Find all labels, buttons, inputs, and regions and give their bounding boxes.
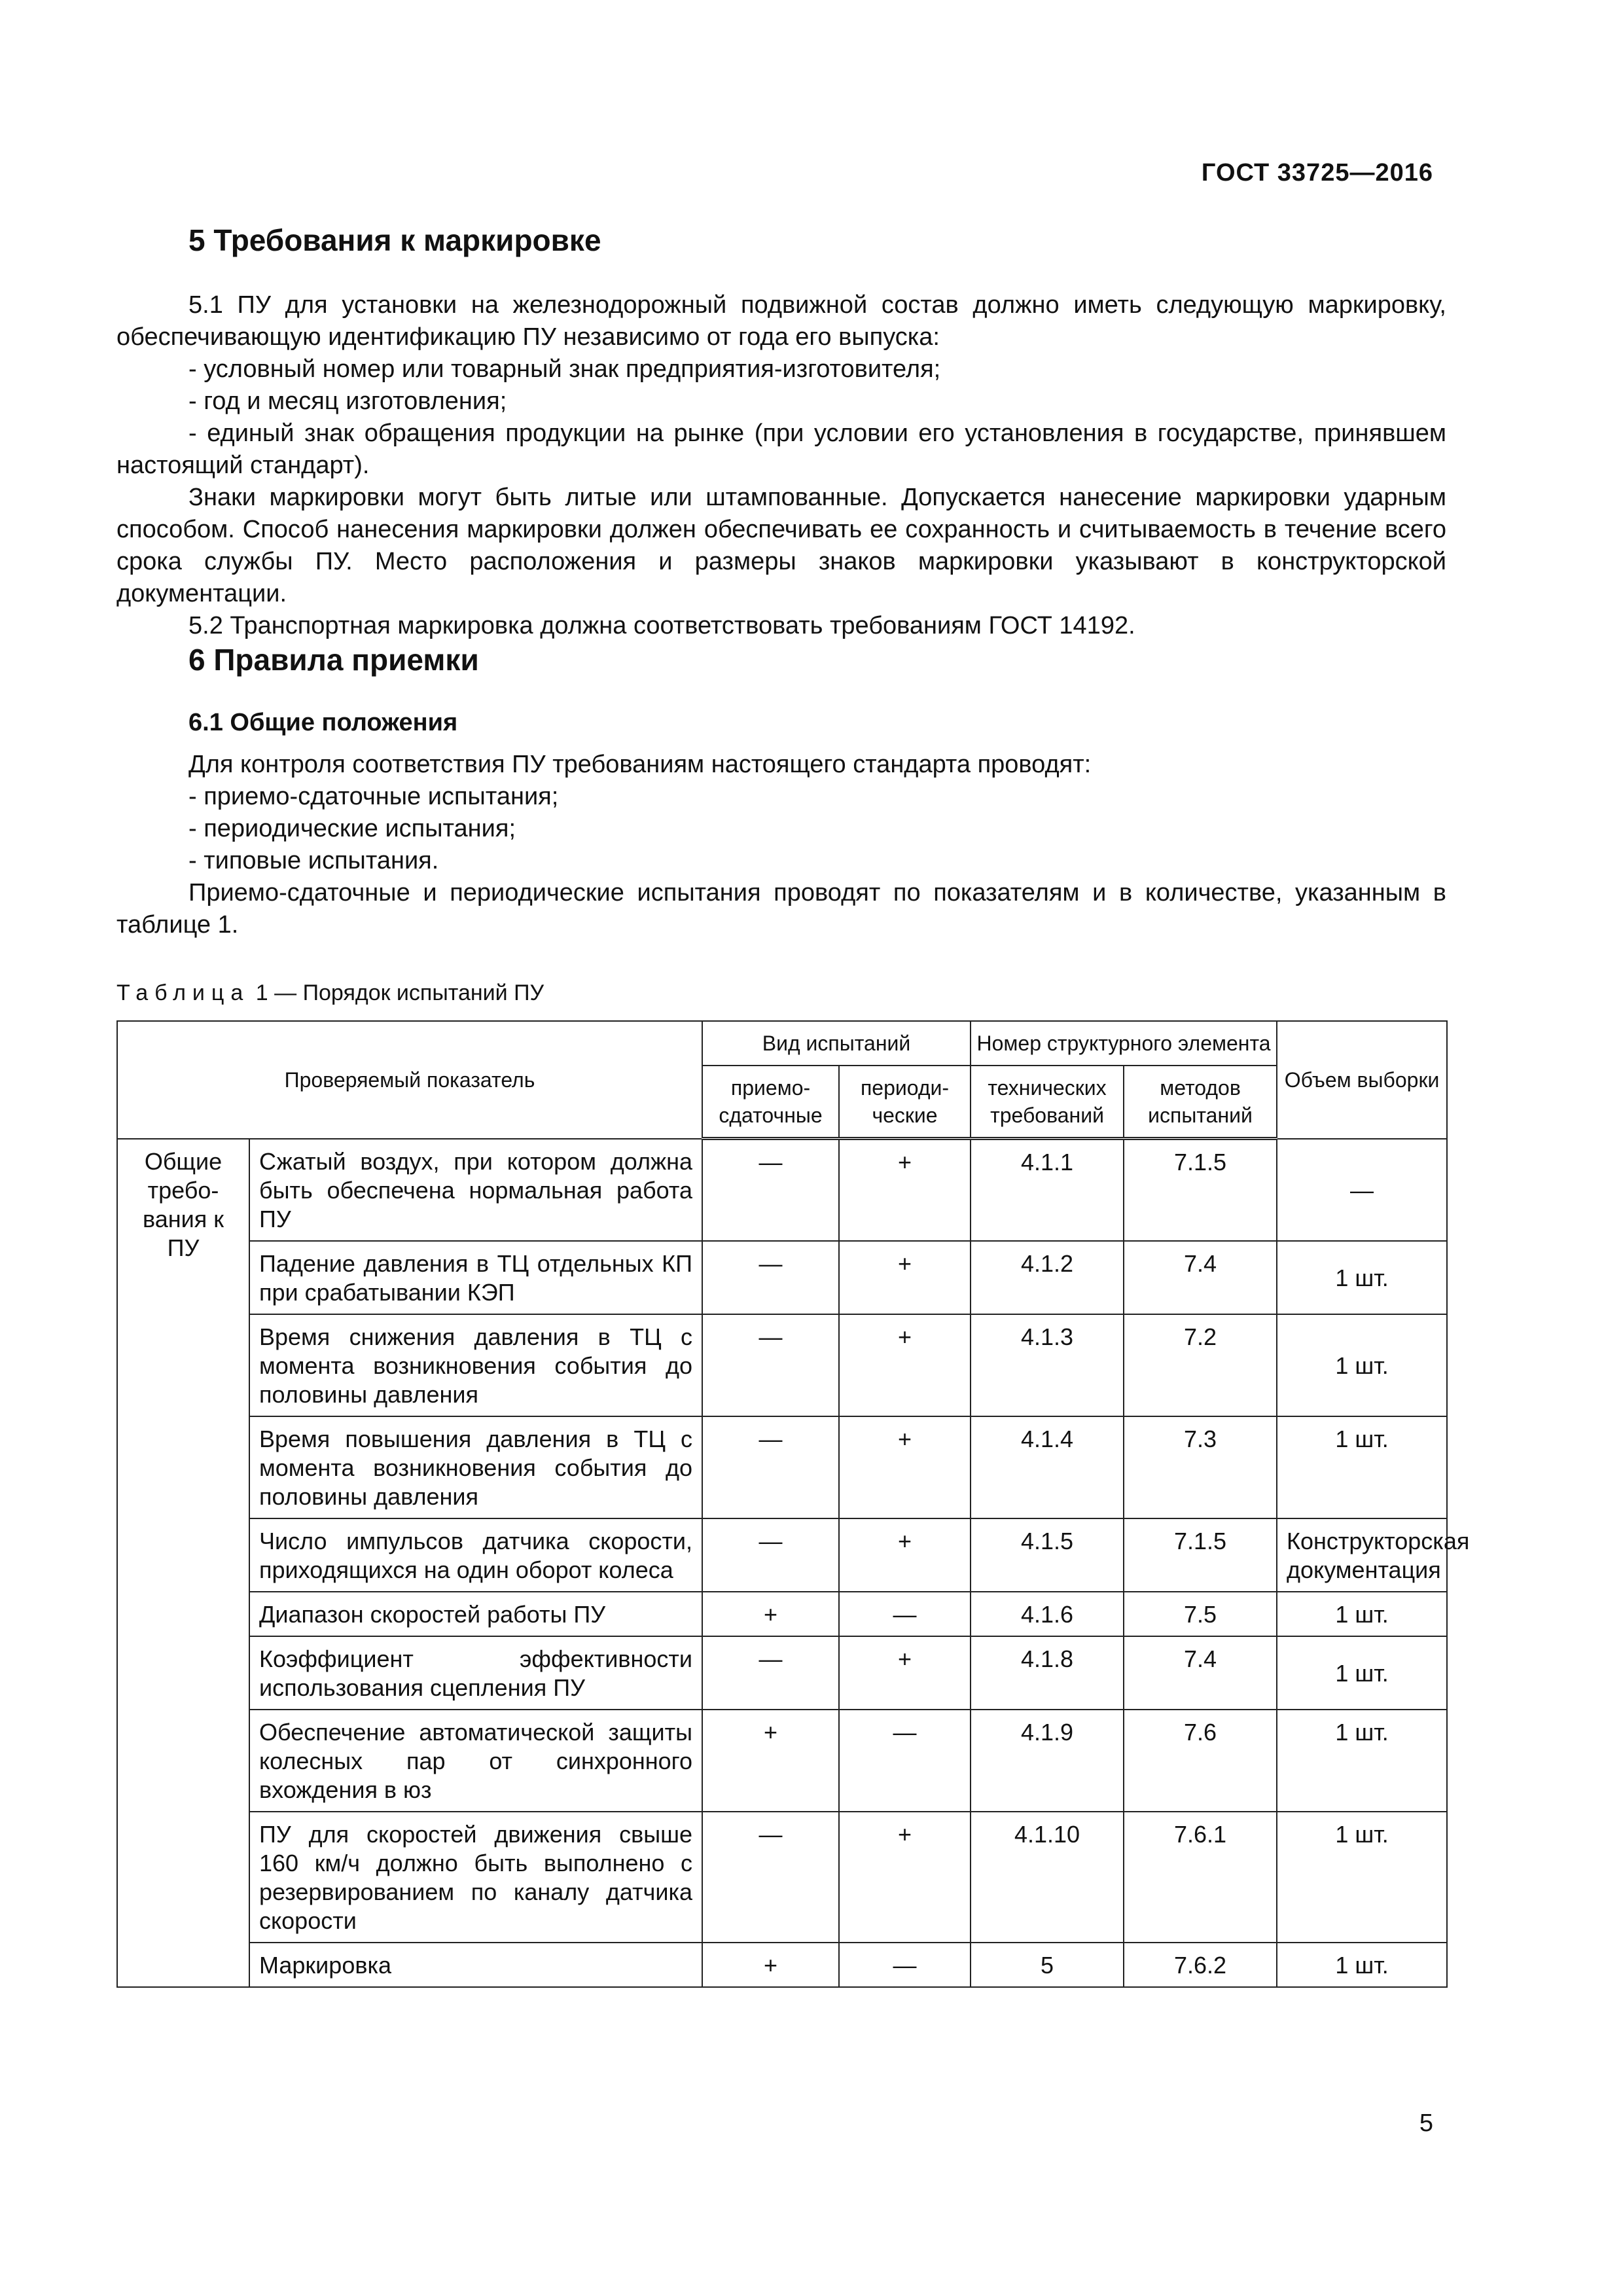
paragraph-marking-signs: Знаки маркировки могут быть литые или штампованные. Допускается нанесение маркировки ударным способом. Способ нанесения маркировки должен обеспечивать ее сохранность и считываемость в течение всего срока службы ПУ. Место расположения и размеры знаков маркировки указывают в конструкторской документации. [116, 484, 1446, 607]
row-sample: 1 шт. [1277, 1636, 1447, 1710]
row-tech-req: 4.1.2 [971, 1241, 1124, 1314]
row-tech-req: 4.1.5 [971, 1518, 1124, 1592]
row-name: Коэффициент эффективности использования сцепления ПУ [249, 1636, 702, 1710]
row-method: 7.4 [1124, 1241, 1277, 1314]
row-tech-req: 4.1.3 [971, 1314, 1124, 1416]
list-item: - год и месяц изготовления; [188, 387, 507, 415]
row-tech-req: 4.1.6 [971, 1592, 1124, 1636]
row-method: 7.1.5 [1124, 1139, 1277, 1241]
list-item: - условный номер или товарный знак предприятия-изготовителя; [188, 355, 941, 383]
table-row [117, 1139, 1447, 1241]
table-row [117, 1710, 1447, 1812]
header-acceptance: приемо-сдаточные [702, 1066, 839, 1139]
header-periodic: периоди-ческие [839, 1066, 971, 1139]
row-acceptance: — [702, 1314, 839, 1416]
table-caption-word: Таблица [116, 980, 250, 1005]
list-item: - периодические испытания; [188, 815, 516, 842]
row-acceptance: — [702, 1812, 839, 1943]
row-acceptance: — [702, 1139, 839, 1241]
row-method: 7.6 [1124, 1710, 1277, 1812]
row-sample: 1 шт. [1277, 1592, 1447, 1636]
row-sample: 1 шт. [1277, 1314, 1447, 1416]
row-name: Сжатый воздух, при котором должна быть обеспечена нормальная работа ПУ [249, 1139, 702, 1241]
row-tech-req: 4.1.8 [971, 1636, 1124, 1710]
group-label: Общие требо-вания к ПУ [117, 1139, 249, 1987]
list-item: - приемо-сдаточные испытания; [188, 783, 559, 810]
header-tech-req: технических требований [971, 1066, 1124, 1139]
row-periodic: + [839, 1518, 971, 1592]
row-acceptance: — [702, 1416, 839, 1518]
row-name: Падение давления в ТЦ отдельных КП при срабатывании КЭП [249, 1241, 702, 1314]
row-method: 7.5 [1124, 1592, 1277, 1636]
table-row [117, 1416, 1447, 1518]
row-periodic: — [839, 1943, 971, 1987]
row-periodic: + [839, 1812, 971, 1943]
list-item: - типовые испытания. [188, 847, 439, 874]
row-method: 7.6.1 [1124, 1812, 1277, 1943]
table-row [117, 1518, 1447, 1592]
table-row [117, 1314, 1447, 1416]
row-sample: 1 шт. [1277, 1943, 1447, 1987]
row-periodic: + [839, 1636, 971, 1710]
table-row [117, 1812, 1447, 1943]
row-acceptance: — [702, 1241, 839, 1314]
row-method: 7.3 [1124, 1416, 1277, 1518]
paragraph-6-1-after: Приемо-сдаточные и периодические испытания проводят по показателям и в количестве, указанным в таблице 1. [116, 879, 1446, 939]
row-method: 7.1.5 [1124, 1518, 1277, 1592]
row-name: Число импульсов датчика скорости, приходящихся на один оборот колеса [249, 1518, 702, 1592]
list-item: - единый знак обращения продукции на рынке (при условии его установления в государстве, принявшем настоящий стандарт). [116, 420, 1446, 479]
row-periodic: + [839, 1314, 971, 1416]
row-name: Время повышения давления в ТЦ с момента возникновения события до половины давления [249, 1416, 702, 1518]
table-row [117, 1636, 1447, 1710]
table-row [117, 1241, 1447, 1314]
row-sample: 1 шт. [1277, 1710, 1447, 1812]
header-param: Проверяемый показатель [117, 1021, 702, 1139]
table-row [117, 1592, 1447, 1636]
row-tech-req: 5 [971, 1943, 1124, 1987]
page-content [116, 223, 1470, 1988]
row-method: 7.6.2 [1124, 1943, 1277, 1987]
table-caption [116, 980, 1446, 1006]
row-name: Диапазон скоростей работы ПУ [249, 1592, 702, 1636]
row-periodic: + [839, 1139, 971, 1241]
row-name: Маркировка [249, 1943, 702, 1987]
row-periodic: — [839, 1710, 971, 1812]
paragraph-6-1-intro: Для контроля соответствия ПУ требованиям настоящего стандарта проводят: [188, 751, 1092, 778]
row-method: 7.2 [1124, 1314, 1277, 1416]
section-6-title: 6 Правила приемки [188, 643, 479, 677]
row-periodic: — [839, 1592, 971, 1636]
row-sample: — [1277, 1139, 1447, 1241]
subsection-6-1-title: 6.1 Общие положения [188, 709, 458, 736]
header-struct-num: Номер структурного элемента [971, 1021, 1277, 1066]
table-row [117, 1943, 1447, 1987]
paragraph-5-2: 5.2 Транспортная маркировка должна соответствовать требованиям ГОСТ 14192. [188, 612, 1135, 639]
tests-table [116, 1020, 1470, 1988]
header-test-type: Вид испытаний [702, 1021, 971, 1066]
row-method: 7.4 [1124, 1636, 1277, 1710]
paragraph-5-1: 5.1 ПУ для установки на железнодорожный подвижной состав должно иметь следующую маркировку, обеспечивающую идентификацию ПУ независимо от года его выпуска: [116, 291, 1446, 351]
row-sample: 1 шт. [1277, 1241, 1447, 1314]
row-name: ПУ для скоростей движения свыше 160 км/ч должно быть выполнено с резервированием по каналу датчика скорости [249, 1812, 702, 1943]
header-test-methods: методов испытаний [1124, 1066, 1277, 1139]
row-acceptance: + [702, 1710, 839, 1812]
document-id: ГОСТ 33725—2016 [1201, 159, 1433, 187]
row-sample: 1 шт. [1277, 1416, 1447, 1518]
row-sample: Конструкторская документация [1277, 1518, 1447, 1592]
row-periodic: + [839, 1416, 971, 1518]
row-tech-req: 4.1.10 [971, 1812, 1124, 1943]
row-name: Время снижения давления в ТЦ с момента возникновения события до половины давления [249, 1314, 702, 1416]
row-acceptance: — [702, 1518, 839, 1592]
row-tech-req: 4.1.9 [971, 1710, 1124, 1812]
row-acceptance: + [702, 1592, 839, 1636]
row-acceptance: + [702, 1943, 839, 1987]
section-5-title: 5 Требования к маркировке [188, 223, 601, 257]
row-acceptance: — [702, 1636, 839, 1710]
row-tech-req: 4.1.1 [971, 1139, 1124, 1241]
row-name: Обеспечение автоматической защиты колесных пар от синхронного вхождения в юз [249, 1710, 702, 1812]
page-number: 5 [1419, 2109, 1433, 2137]
row-tech-req: 4.1.4 [971, 1416, 1124, 1518]
header-sample: Объем выборки [1277, 1021, 1447, 1139]
row-periodic: + [839, 1241, 971, 1314]
table-caption-text: 1 — Порядок испытаний ПУ [255, 980, 544, 1005]
row-sample: 1 шт. [1277, 1812, 1447, 1943]
